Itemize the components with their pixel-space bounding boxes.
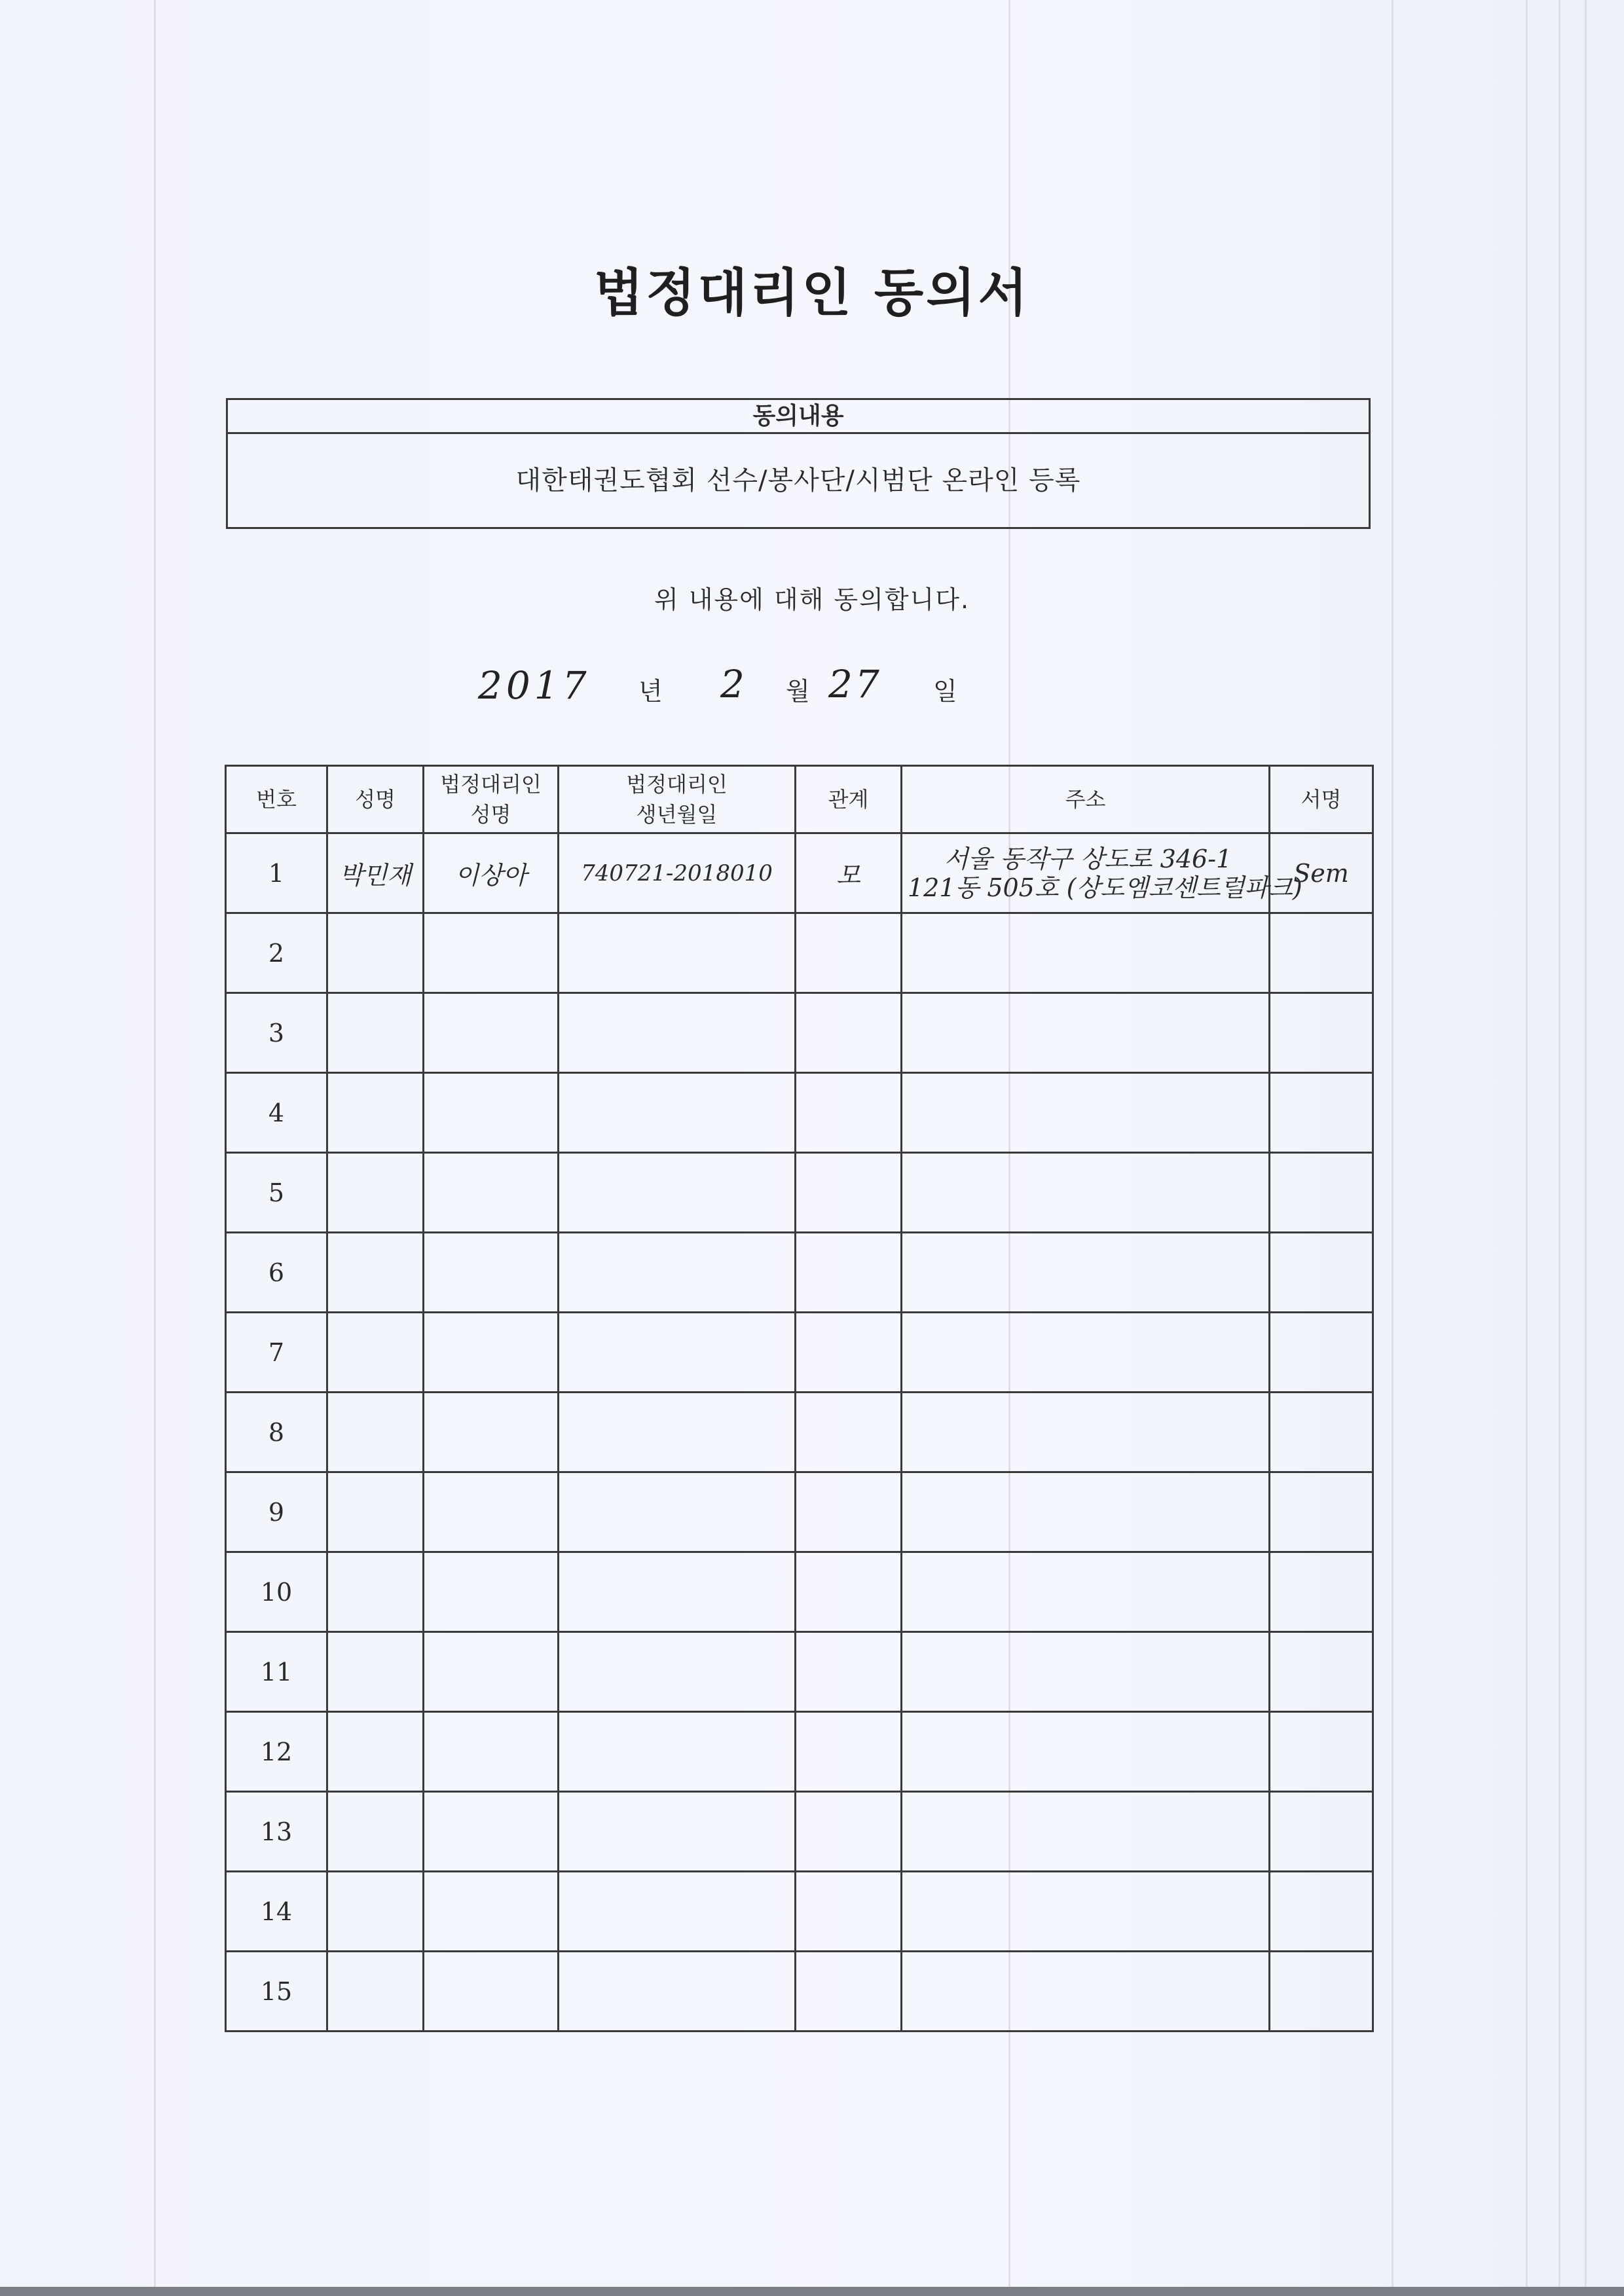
cell-relation: [796, 1552, 902, 1632]
cell-address: [902, 1393, 1270, 1472]
cell-relation: [796, 1313, 902, 1393]
cell-guardian-birth: [559, 1632, 796, 1712]
cell-address: [902, 1073, 1270, 1153]
cell-no: 5: [226, 1153, 327, 1233]
table-row: [226, 1872, 1373, 1952]
guardian-table: [225, 765, 1374, 2032]
cell-guardian-name: [424, 1952, 559, 2032]
cell-relation: [796, 1872, 902, 1952]
cell-guardian-birth: [559, 1313, 796, 1393]
table-row: [226, 1073, 1373, 1153]
cell-guardian-birth: [559, 1792, 796, 1872]
address-line-2: 121동 505호 (상도엠코센트럴파크): [908, 873, 1302, 902]
cell-signature: [1270, 1233, 1373, 1313]
scan-bottom-edge: [0, 2287, 1624, 2296]
consent-content: 대한태권도협회 선수/봉사단/시범단 온라인 등록: [515, 465, 1081, 496]
cell-relation: [796, 1393, 902, 1472]
table-row: [226, 993, 1373, 1073]
date-year-unit: 년: [638, 677, 663, 706]
cell-guardian-name: [424, 1792, 559, 1872]
cell-address: [902, 1712, 1270, 1792]
cell-signature: Sem: [1270, 833, 1373, 913]
header-guardian-birth: 법정대리인 생년월일: [559, 766, 796, 833]
consent-heading: 동의내용: [228, 400, 1369, 434]
cell-address: [902, 913, 1270, 993]
cell-guardian-birth: [559, 1952, 796, 2032]
cell-signature: [1270, 1472, 1373, 1552]
table-row: [226, 1792, 1373, 1872]
table-row: [226, 1393, 1373, 1472]
cell-guardian-birth: 740721-2018010: [559, 833, 796, 913]
cell-relation: [796, 993, 902, 1073]
cell-name: [327, 1872, 424, 1952]
cell-no: 4: [226, 1073, 327, 1153]
page-edge-line: [1526, 0, 1528, 2296]
table-row: [226, 1313, 1373, 1393]
cell-name: 박민재: [327, 833, 424, 913]
cell-guardian-birth: [559, 1472, 796, 1552]
cell-signature: [1270, 1552, 1373, 1632]
cell-name: [327, 1313, 424, 1393]
page-edge-line: [1559, 0, 1560, 2296]
cell-relation: [796, 913, 902, 993]
cell-no: 7: [226, 1313, 327, 1393]
cell-relation: [796, 1632, 902, 1712]
cell-guardian-name: 이상아: [424, 833, 559, 913]
cell-guardian-birth: [559, 1552, 796, 1632]
cell-no: 13: [226, 1792, 327, 1872]
cell-guardian-birth: [559, 913, 796, 993]
cell-signature: [1270, 1632, 1373, 1712]
date-line: [0, 658, 1624, 710]
cell-guardian-name: [424, 1233, 559, 1313]
cell-signature: [1270, 1313, 1373, 1393]
cell-no: 12: [226, 1712, 327, 1792]
agree-statement: 위 내용에 대해 동의합니다.: [654, 585, 970, 614]
cell-address: [902, 1472, 1270, 1552]
cell-guardian-name: [424, 1872, 559, 1952]
date-month: 2: [720, 662, 745, 706]
table-row: [226, 1712, 1373, 1792]
cell-address: [902, 1552, 1270, 1632]
cell-relation: [796, 1712, 902, 1792]
date-year: 2017: [478, 663, 591, 708]
page-edge-line: [154, 0, 156, 2296]
document-title: 법정대리인 동의서: [594, 264, 1030, 323]
cell-signature: [1270, 913, 1373, 993]
cell-guardian-name: [424, 913, 559, 993]
cell-name: [327, 993, 424, 1073]
cell-relation: [796, 1952, 902, 2032]
cell-address: [902, 1233, 1270, 1313]
cell-no: 11: [226, 1632, 327, 1712]
table-row: [226, 833, 1373, 913]
cell-name: [327, 1073, 424, 1153]
cell-name: [327, 1792, 424, 1872]
cell-signature: [1270, 1393, 1373, 1472]
cell-guardian-name: [424, 1313, 559, 1393]
cell-no: 10: [226, 1552, 327, 1632]
cell-address: [902, 1792, 1270, 1872]
cell-signature: [1270, 1792, 1373, 1872]
cell-guardian-name: [424, 1153, 559, 1233]
cell-name: [327, 1233, 424, 1313]
cell-guardian-name: [424, 1393, 559, 1472]
cell-guardian-name: [424, 1073, 559, 1153]
cell-relation: 모: [796, 833, 902, 913]
cell-address: [902, 833, 1302, 913]
date-month-unit: 월: [786, 677, 810, 706]
cell-name: [327, 1393, 424, 1472]
cell-guardian-birth: [559, 1712, 796, 1792]
cell-name: [327, 1632, 424, 1712]
cell-name: [327, 1712, 424, 1792]
cell-relation: [796, 1233, 902, 1313]
table-row: [226, 913, 1373, 993]
cell-guardian-birth: [559, 1073, 796, 1153]
address-line-1: 서울 동작구 상도로 346-1: [944, 844, 1232, 873]
table-body: [226, 833, 1373, 2032]
cell-guardian-name: [424, 1552, 559, 1632]
cell-guardian-name: [424, 1712, 559, 1792]
cell-signature: [1270, 993, 1373, 1073]
table-row: [226, 1233, 1373, 1313]
cell-address: [902, 1872, 1270, 1952]
cell-no: 15: [226, 1952, 327, 2032]
cell-signature: [1270, 1153, 1373, 1233]
table-row: [226, 1153, 1373, 1233]
header-no: 번호: [226, 766, 327, 833]
cell-name: [327, 1552, 424, 1632]
table-row: [226, 1552, 1373, 1632]
cell-relation: [796, 1073, 902, 1153]
cell-address: [902, 1153, 1270, 1233]
cell-address: [902, 1952, 1270, 2032]
date-day: 27: [828, 662, 882, 706]
table-row: [226, 1472, 1373, 1552]
table-row: [226, 1952, 1373, 2032]
cell-no: 3: [226, 993, 327, 1073]
table-row: [226, 1632, 1373, 1712]
cell-address: [902, 1632, 1270, 1712]
header-address: 주소: [902, 766, 1270, 833]
cell-guardian-birth: [559, 1393, 796, 1472]
cell-address: [902, 1313, 1270, 1393]
cell-name: [327, 1952, 424, 2032]
cell-no: 6: [226, 1233, 327, 1313]
cell-guardian-birth: [559, 1872, 796, 1952]
consent-box: [226, 398, 1371, 529]
cell-guardian-name: [424, 1472, 559, 1552]
cell-guardian-name: [424, 1632, 559, 1712]
page-edge-line: [1585, 0, 1587, 2296]
cell-signature: [1270, 1073, 1373, 1153]
cell-address: [902, 993, 1270, 1073]
cell-signature: [1270, 1872, 1373, 1952]
cell-no: 1: [226, 833, 327, 913]
cell-relation: [796, 1153, 902, 1233]
page-edge-line: [1392, 0, 1393, 2296]
date-day-unit: 일: [933, 677, 957, 706]
header-relation: 관계: [796, 766, 902, 833]
cell-name: [327, 1153, 424, 1233]
cell-guardian-birth: [559, 1153, 796, 1233]
cell-no: 9: [226, 1472, 327, 1552]
cell-no: 8: [226, 1393, 327, 1472]
cell-name: [327, 913, 424, 993]
cell-relation: [796, 1792, 902, 1872]
cell-name: [327, 1472, 424, 1552]
header-name: 성명: [327, 766, 424, 833]
table-header-row: [226, 766, 1373, 833]
header-signature: 서명: [1270, 766, 1373, 833]
cell-signature: [1270, 1712, 1373, 1792]
cell-no: 2: [226, 913, 327, 993]
cell-signature: [1270, 1952, 1373, 2032]
cell-relation: [796, 1472, 902, 1552]
cell-guardian-birth: [559, 1233, 796, 1313]
header-guardian-name: 법정대리인 성명: [424, 766, 559, 833]
cell-guardian-name: [424, 993, 559, 1073]
cell-no: 14: [226, 1872, 327, 1952]
cell-guardian-birth: [559, 993, 796, 1073]
